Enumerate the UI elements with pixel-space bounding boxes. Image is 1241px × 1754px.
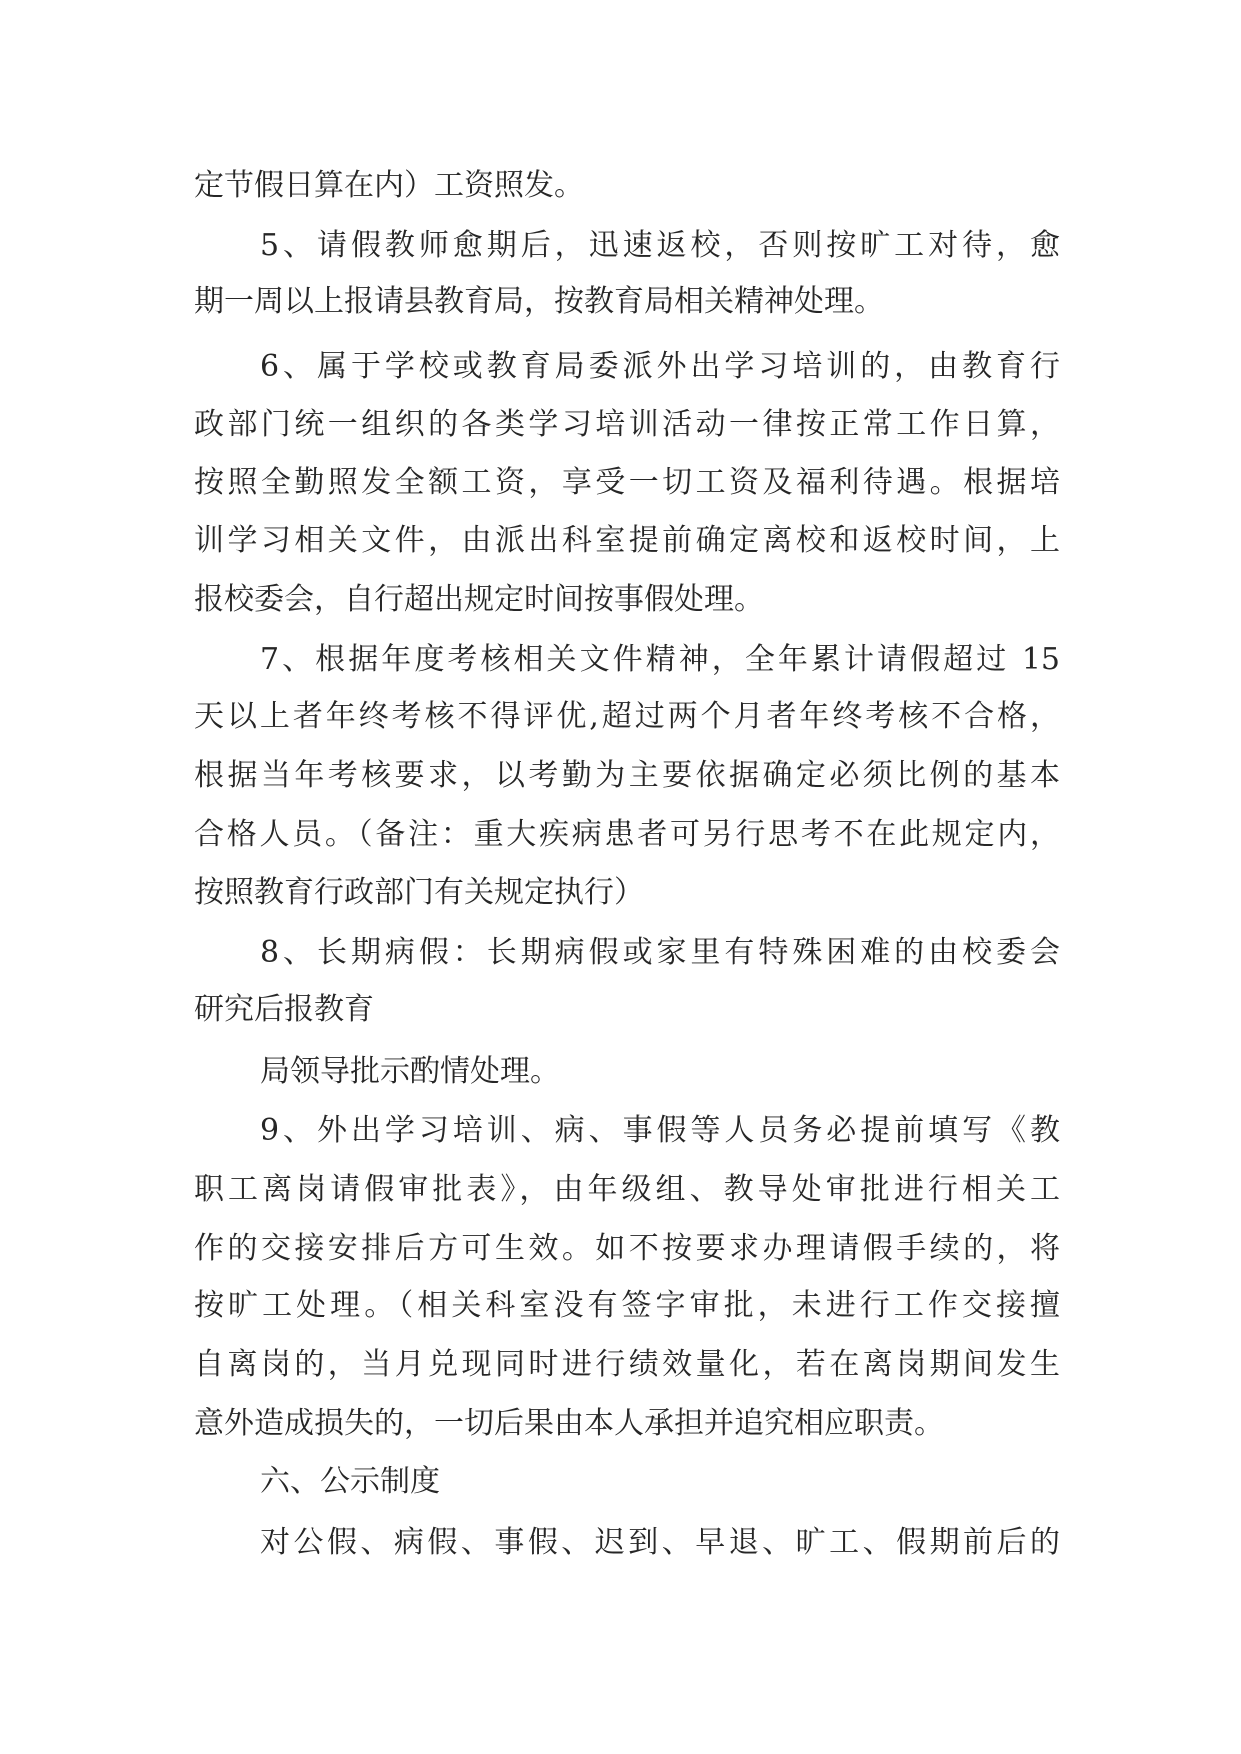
text-line: 按照教育行政部门有关规定执行） <box>194 875 644 910</box>
text-line: 训学习相关文件，由派出科室提前确定离校和返校时间，上 <box>194 523 1060 558</box>
text-line: 7、根据年度考核相关文件精神，全年累计请假超过 15 <box>260 642 1060 677</box>
text-line: 意外造成损失的，一切后果由本人承担并追究相应职责。 <box>194 1406 944 1441</box>
text-line: 9、外出学习培训、病、事假等人员务必提前填写《教 <box>260 1113 1060 1148</box>
text-line: 对公假、病假、事假、迟到、早退、旷工、假期前后的 <box>260 1525 1060 1560</box>
section-heading: 六、公示制度 <box>260 1464 440 1499</box>
text-line: 按旷工处理。（相关科室没有签字审批，未进行工作交接擅 <box>194 1288 1060 1323</box>
text-line: 职工离岗请假审批表》，由年级组、教导处审批进行相关工 <box>194 1172 1060 1207</box>
text-line: 6、属于学校或教育局委派外出学习培训的，由教育行 <box>260 349 1060 384</box>
text-line: 作的交接安排后方可生效。如不按要求办理请假手续的，将 <box>194 1231 1060 1266</box>
text-line: 8、长期病假：长期病假或家里有特殊困难的由校委会 <box>260 935 1060 970</box>
text-line: 按照全勤照发全额工资，享受一切工资及福利待遇。根据培 <box>194 465 1060 500</box>
text-line: 合格人员。（备注：重大疾病患者可另行思考不在此规定内， <box>194 817 1060 852</box>
text-line: 定节假日算在内）工资照发。 <box>194 168 584 203</box>
text-line: 研究后报教育 <box>194 992 374 1027</box>
text-line: 5、请假教师愈期后，迅速返校，否则按旷工对待，愈 <box>260 228 1060 263</box>
text-line: 根据当年考核要求，以考勤为主要依据确定必须比例的基本 <box>194 758 1060 793</box>
text-line: 自离岗的，当月兑现同时进行绩效量化，若在离岗期间发生 <box>194 1347 1060 1382</box>
text-line: 报校委会，自行超出规定时间按事假处理。 <box>194 582 764 617</box>
text-line: 天以上者年终考核不得评优,超过两个月者年终考核不合格， <box>194 699 1060 734</box>
text-line: 期一周以上报请县教育局，按教育局相关精神处理。 <box>194 284 884 319</box>
text-line: 政部门统一组织的各类学习培训活动一律按正常工作日算， <box>194 407 1060 442</box>
text-line: 局领导批示酌情处理。 <box>260 1054 560 1089</box>
